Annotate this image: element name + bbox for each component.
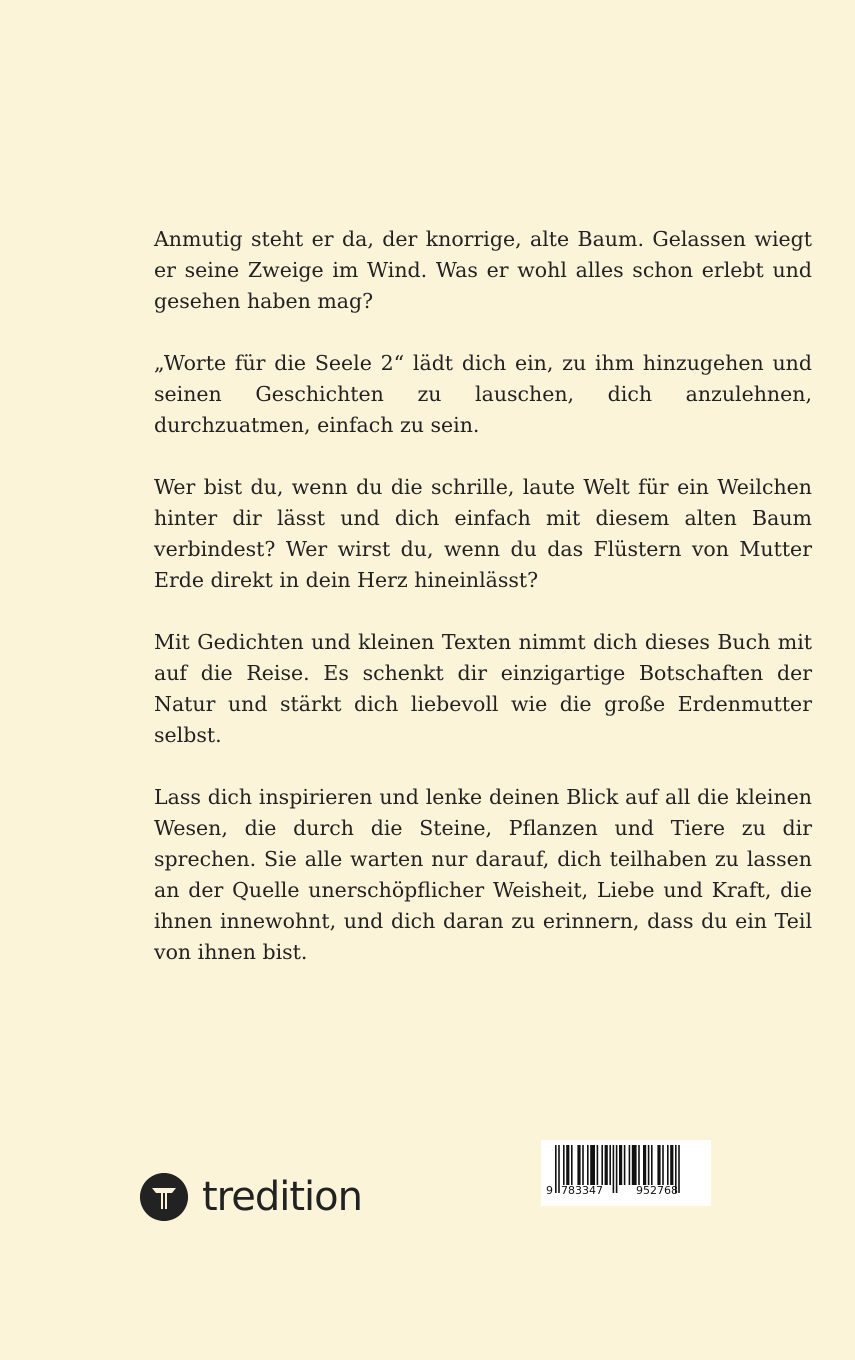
blurb-paragraph-4: Mit Gedichten und kleinen Texten nimmt dich dieses Buch mit auf die Reise. Es schenkt dir einzigartige Botschaften der Natur und stärkt dich liebevoll wie die große Erdenmutter selbst. (154, 630, 812, 747)
publisher-name: tredition (202, 1174, 362, 1220)
blurb-paragraph-1: Anmutig steht er da, der knorrige, alte Baum. Gelassen wiegt er seine Zweige im Wind. Was er wohl alles schon erlebt und gesehen haben mag? (154, 227, 812, 313)
barcode-digits-right: 952768 (636, 1184, 678, 1197)
barcode-bar (657, 1145, 660, 1185)
barcode-bar (605, 1145, 608, 1185)
isbn-barcode (541, 1140, 711, 1206)
barcode-bar (563, 1145, 565, 1185)
barcode-bar (629, 1145, 631, 1185)
barcode-bar (651, 1145, 653, 1185)
barcode-bar (597, 1145, 599, 1185)
barcode-bar (609, 1145, 611, 1185)
tredition-logo-icon (140, 1173, 188, 1221)
barcode-bar (577, 1145, 580, 1185)
barcode-bar (670, 1145, 673, 1185)
publisher-logo (140, 1172, 362, 1222)
barcode-bar (571, 1145, 573, 1185)
blurb-paragraph-2: „Worte für die Seele 2“ lädt dich ein, zu ihm hinzugehen und seinen Geschichten zu lauschen, dich anzulehnen, durchzuatmen, einfach zu sein. (154, 351, 812, 437)
barcode-bar (624, 1145, 626, 1185)
barcode-bar (648, 1145, 650, 1185)
barcode-bar (587, 1145, 589, 1185)
barcode-bar (566, 1145, 569, 1185)
barcode-bar (667, 1145, 669, 1185)
barcode-bar (619, 1145, 622, 1185)
barcode-bar (590, 1145, 595, 1185)
barcode-bar (638, 1145, 640, 1185)
barcode-digits (541, 1183, 711, 1199)
barcode-bar (582, 1145, 584, 1185)
barcode-bar (632, 1145, 637, 1185)
back-cover-blurb (154, 224, 812, 968)
barcode-bar (643, 1145, 646, 1185)
barcode-digits-left: 783347 (561, 1184, 603, 1197)
blurb-paragraph-3: Wer bist du, wenn du die schrille, laute Welt für ein Weilchen hinter dir lässt und dich einfach mit diesem alten Baum verbindest? Wer wirst du, wenn du das Flüstern von Mutter Erde direkt in dein Herz hineinlässt? (154, 475, 812, 592)
barcode-digit-lead: 9 (546, 1184, 553, 1197)
barcode-bar (662, 1145, 664, 1185)
barcode-bar (601, 1145, 603, 1185)
blurb-paragraph-5: Lass dich inspirieren und lenke deinen Blick auf all die kleinen Wesen, die durch die Steine, Pflanzen und Tiere zu dir sprechen. Sie alle warten nur darauf, dich teilhaben zu lassen an der Quelle unerschöpflicher Weisheit, Liebe und Kraft, die ihnen innewohnt, und dich daran zu erinnern, dass du ein Teil von ihnen bist. (154, 785, 812, 964)
